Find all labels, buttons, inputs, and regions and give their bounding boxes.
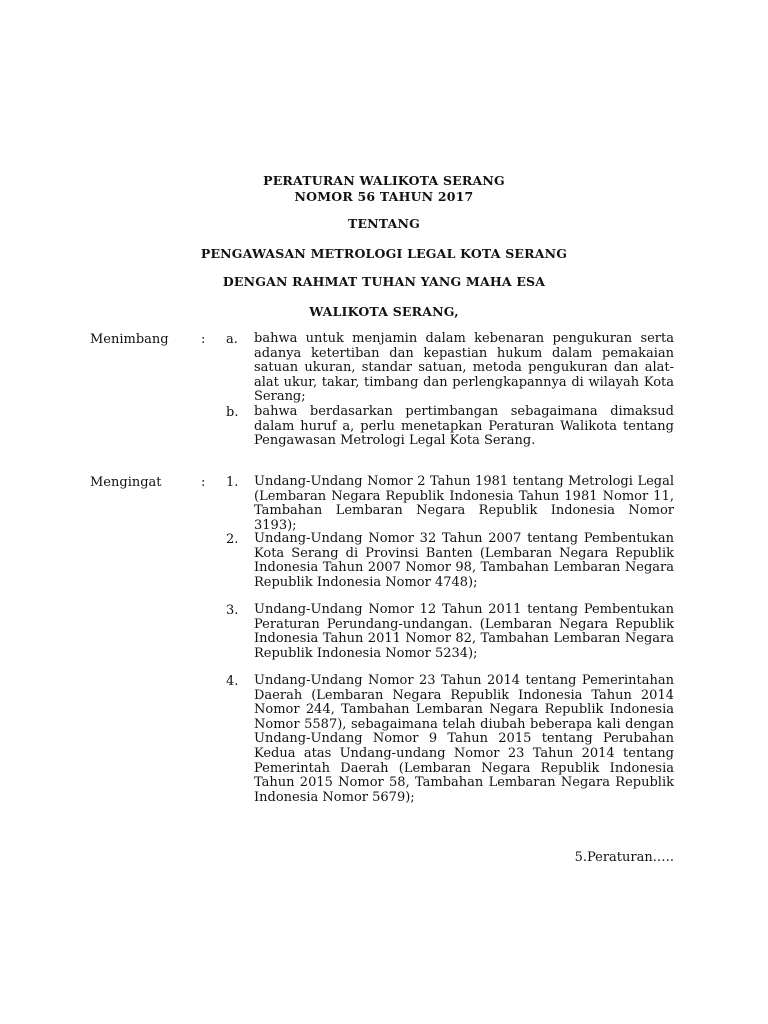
mengingat-colon: :	[201, 475, 206, 490]
mengingat-item-2: Undang-Undang Nomor 32 Tahun 2007 tentang Pembentukan Kota Serang di Provinsi Banten (Lembaran Negara Republik Indonesia Tahun 2007 Nomor 98, Tambahan Lembaran Negara Republik Indonesia Nomor 4748);	[254, 531, 674, 590]
mengingat-label: Mengingat	[90, 475, 162, 490]
tentang-heading: TENTANG	[347, 216, 421, 231]
menimbang-item-a: bahwa untuk menjamin dalam kebenaran pengukuran serta adanya ketertiban dan kepastian hukum dalam pemakaian satuan ukuran, standar satuan, metoda pengukuran dan alat-alat ukur, takar, timbang dan perlengkapannya di wilayah Kota Serang;	[254, 331, 674, 405]
menimbang-marker-b: b.	[226, 405, 239, 420]
menimbang-item-b: bahwa berdasarkan pertimbangan sebagaimana dimaksud dalam huruf a, perlu menetapkan Peraturan Walikota tentang Pengawasan Metrologi Legal Kota Serang.	[254, 404, 674, 449]
next-page-reference: 5.Peraturan.….	[574, 850, 674, 865]
regulation-number: NOMOR 56 TAHUN 2017	[294, 189, 474, 204]
mengingat-marker-2: 2.	[226, 532, 239, 547]
invocation-line: DENGAN RAHMAT TUHAN YANG MAHA ESA	[222, 274, 546, 289]
regulation-subject: PENGAWASAN METROLOGI LEGAL KOTA SERANG	[200, 246, 568, 261]
mengingat-item-1: Undang-Undang Nomor 2 Tahun 1981 tentang Metrologi Legal (Lembaran Negara Republik Indonesia Tahun 1981 Nomor 11, Tambahan Lembaran Negara Republik Indonesia Nomor 3193);	[254, 474, 674, 533]
mengingat-marker-1: 1.	[226, 475, 239, 490]
menimbang-marker-a: a.	[226, 332, 238, 347]
regulation-title: PERATURAN WALIKOTA SERANG	[263, 173, 505, 188]
mengingat-marker-4: 4.	[226, 674, 239, 689]
mengingat-item-4: Undang-Undang Nomor 23 Tahun 2014 tentang Pemerintahan Daerah (Lembaran Negara Republik Indonesia Tahun 2014 Nomor 244, Tambahan Lembaran Negara Republik Indonesia Nomor 5587), sebagaimana telah diubah beberapa kali dengan Undang-Undang Nomor 9 Tahun 2015 tentang Perubahan Kedua atas Undang-undang Nomor 23 Tahun 2014 tentang Pemerintah Daerah (Lembaran Negara Republik Indonesia Tahun 2015 Nomor 58, Tambahan Lembaran Negara Republik Indonesia Nomor 5679);	[254, 673, 674, 805]
mengingat-item-3: Undang-Undang Nomor 12 Tahun 2011 tentang Pembentukan Peraturan Perundang-undangan. (Lembaran Negara Republik Indonesia Tahun 2011 Nomor 82, Tambahan Lembaran Negara Republik Indonesia Nomor 5234);	[254, 602, 674, 661]
menimbang-colon: :	[201, 332, 206, 347]
menimbang-label: Menimbang	[90, 332, 169, 347]
authority-line: WALIKOTA SERANG,	[309, 304, 459, 319]
mengingat-marker-3: 3.	[226, 603, 239, 618]
